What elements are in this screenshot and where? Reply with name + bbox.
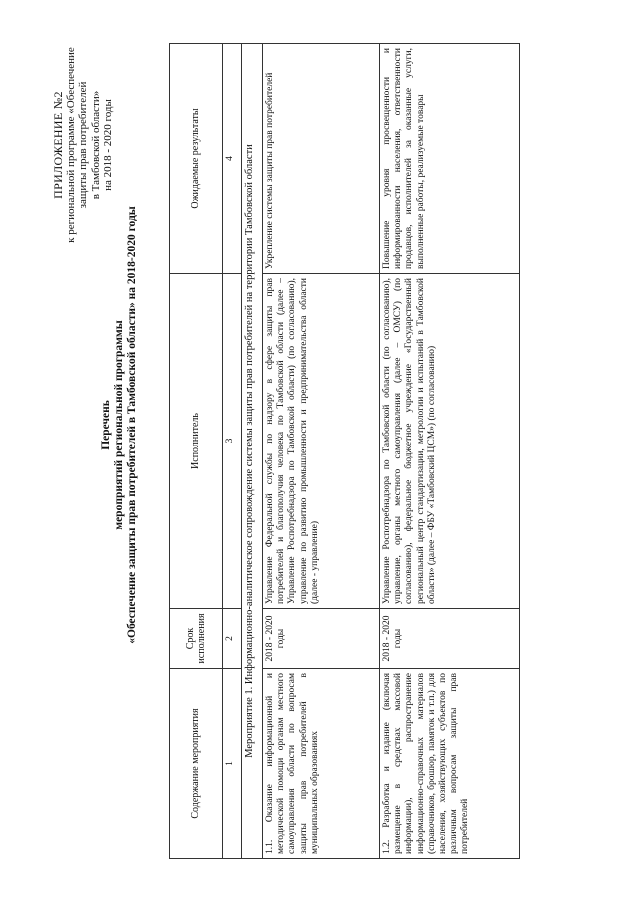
row-content: 1.2. Разработка и издание (включая размещение в средствах массовой информации), распространение информационно-справочных материалов (справочников, брошюр, памяток и т.п.) для населения, хозяйствующих субъектов по различным вопросам защиты прав потребителей: [380, 669, 520, 859]
row-result: Укрепление системы защиты прав потребителей: [263, 44, 380, 274]
title-line-2: мероприятий региональной программы: [113, 320, 125, 530]
appendix-line: защиты прав потребителей: [77, 81, 89, 209]
row-term: 2018 - 2020 годы: [263, 609, 380, 669]
appendix-line: на 2018 - 2020 годы: [102, 99, 114, 191]
column-number: 3: [223, 274, 242, 609]
table-row: [380, 44, 520, 859]
header-result: Ожидаемые результаты: [170, 44, 223, 274]
appendix-line: в Тамбовской области»: [89, 90, 102, 200]
header-term: Срок исполнения: [170, 609, 223, 669]
column-number-row: [223, 44, 242, 859]
header-executor: Исполнитель: [170, 274, 223, 609]
event-title: Мероприятие 1. Информационно-аналитическое сопровождение системы защиты прав потребителей на территории Тамбовской области: [242, 44, 263, 859]
row-content: 1.1. Оказание информационной и методической помощи органам местного самоуправления области по вопросам защиты прав потребителей в муниципальных образованиях: [263, 669, 380, 859]
measures-table: [169, 43, 520, 859]
event-row: [242, 44, 263, 859]
column-number: 2: [223, 609, 242, 669]
appendix-heading: ПРИЛОЖЕНИЕ №2: [51, 91, 65, 199]
row-term: 2018 - 2020 годы: [380, 609, 520, 669]
appendix-line: к региональной программе «Обеспечение: [64, 47, 77, 243]
row-executor: Управление Федеральной службы по надзору в сфере защиты прав потребителей и благополучия человека по Тамбовской области (далее – Управление Роспотребнадзора по Тамбовской области) (по согласованию), управление по развитию промышленности и предпринимательства области (далее - управление): [263, 274, 380, 609]
table-row: [263, 44, 380, 859]
column-number: 1: [223, 669, 242, 859]
header-row: [170, 44, 223, 859]
header-content: Содержание мероприятия: [170, 669, 223, 859]
column-number: 4: [223, 44, 242, 274]
row-executor: Управление Роспотребнадзора по Тамбовской области (по согласованию), управление, органы местного самоуправления (далее – ОМСУ) (по согласованию), федеральное бюджетное учреждение «Государственный региональный центр стандартизации, метрологии и испытаний в Тамбовской области» (далее – ФБУ «Тамбовский ЦСМ») (по согласованию): [380, 274, 520, 609]
title-line-3: «Обеспечение защиты прав потребителей в Тамбовской области» на 2018-2020 годы: [126, 206, 138, 644]
document-title: [100, 45, 139, 805]
row-result: Повышение уровня просвещенности и информированности населения, ответственности продавцов, исполнителей за оказанные услуги, выполненные работы, реализуемые товары: [380, 44, 520, 274]
title-line-1: Перечень: [100, 400, 112, 450]
